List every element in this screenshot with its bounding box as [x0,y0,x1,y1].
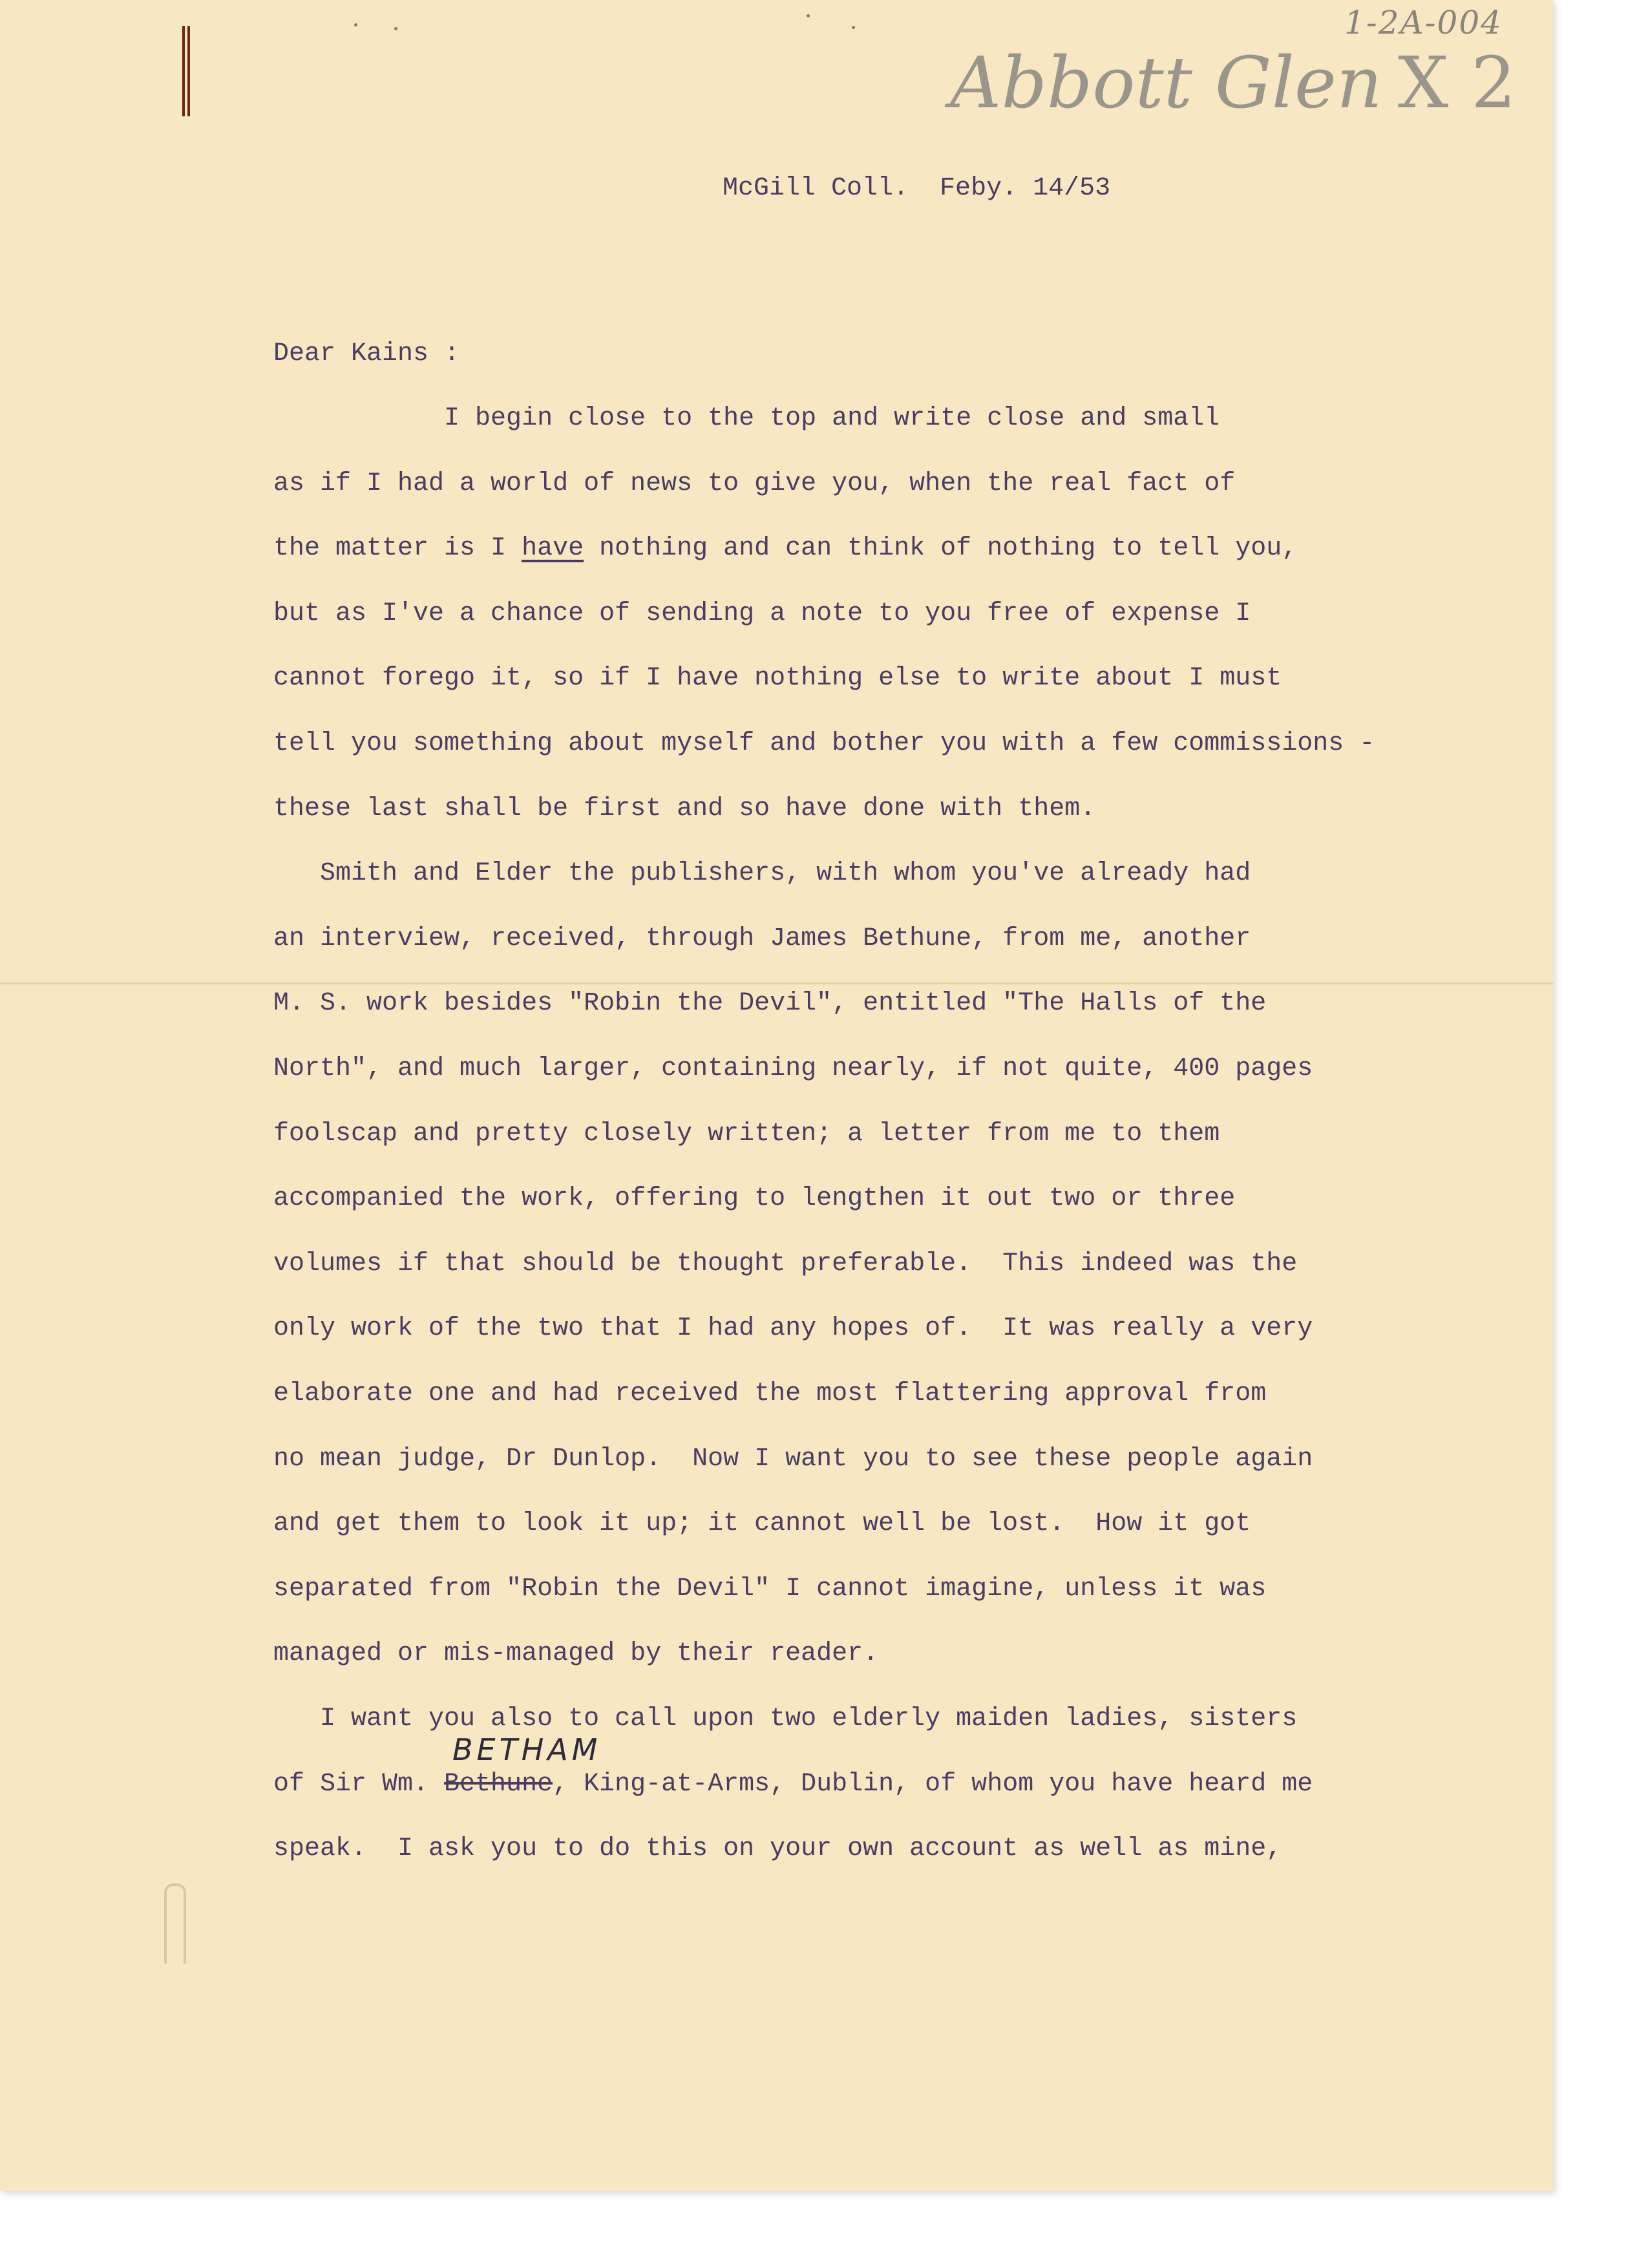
letter-line: M. S. work besides "Robin the Devil", entitled "The Halls of the [273,989,1267,1018]
letter-line: as if I had a world of news to give you, when the real fact of [273,469,1236,498]
ink-speck [852,26,855,29]
letter-line-with-strikethrough [273,1772,1313,1797]
margin-ink-mark [182,26,190,116]
letter-line: tell you something about myself and bother you with a few commissions - [273,729,1375,758]
letter-line-start: the matter is I [273,534,522,563]
letter-line: and get them to look it up; it cannot well be lost. How it got [273,1509,1251,1538]
letter-line: separated from "Robin the Devil" I cannot imagine, unless it was [273,1574,1267,1604]
letter-line: cannot forego it, so if I have nothing else to write about I must [273,664,1282,693]
fold-line [0,982,1553,984]
letter-line-with-underline [273,536,1297,562]
archive-code: 1-2A-004 [1344,4,1503,41]
letter-line-end: nothing and can think of nothing to tell you, [584,534,1298,563]
letter-line: I want you also to call upon two elderly maiden ladies, sisters [273,1704,1298,1733]
letter-line: foolscap and pretty closely written; a letter from me to them [273,1119,1220,1149]
underlined-word: have [522,534,584,563]
letter-line-start: of Sir Wm. [273,1770,445,1799]
letter-line: volumes if that should be thought preferable. This indeed was the [273,1249,1298,1278]
letter-line: I begin close to the top and write close and small [273,404,1220,433]
letter-line: Smith and Elder the publishers, with whom you've already had [273,859,1251,888]
staple-mark [164,1883,186,1964]
letter-line-end: , King-at-Arms, Dublin, of whom you have heard me [553,1770,1313,1799]
pencil-name-text: Abbott Glen [950,41,1382,124]
ink-speck [394,27,397,30]
struck-word: Bethune [444,1770,553,1799]
ink-speck [807,14,810,17]
handwritten-correction: BETHAM [452,1732,602,1767]
pencil-mark-text: X 2 [1397,41,1517,124]
letter-line: these last shall be first and so have done with them. [273,794,1096,823]
letter-date-line: McGill Coll. Feby. 14/53 [723,174,1111,203]
letter-salutation: Dear Kains : [273,339,460,368]
letter-line: accompanied the work, offering to lengthen it out two or three [273,1184,1236,1213]
letter-line: managed or mis-managed by their reader. [273,1639,879,1668]
pencil-annotation [950,41,1516,124]
ink-speck [354,23,357,26]
letter-line: but as I've a chance of sending a note to you free of expense I [273,599,1251,628]
letter-line: elaborate one and had received the most flattering approval from [273,1379,1267,1408]
letter-line: no mean judge, Dr Dunlop. Now I want you to see these people again [273,1445,1313,1474]
letter-line: speak. I ask you to do this on your own account as well as mine, [273,1834,1282,1863]
letter-line: an interview, received, through James Bethune, from me, another [273,924,1251,953]
letter-line: only work of the two that I had any hopes of. It was really a very [273,1314,1313,1343]
letter-line: North", and much larger, containing nearly, if not quite, 400 pages [273,1054,1313,1083]
